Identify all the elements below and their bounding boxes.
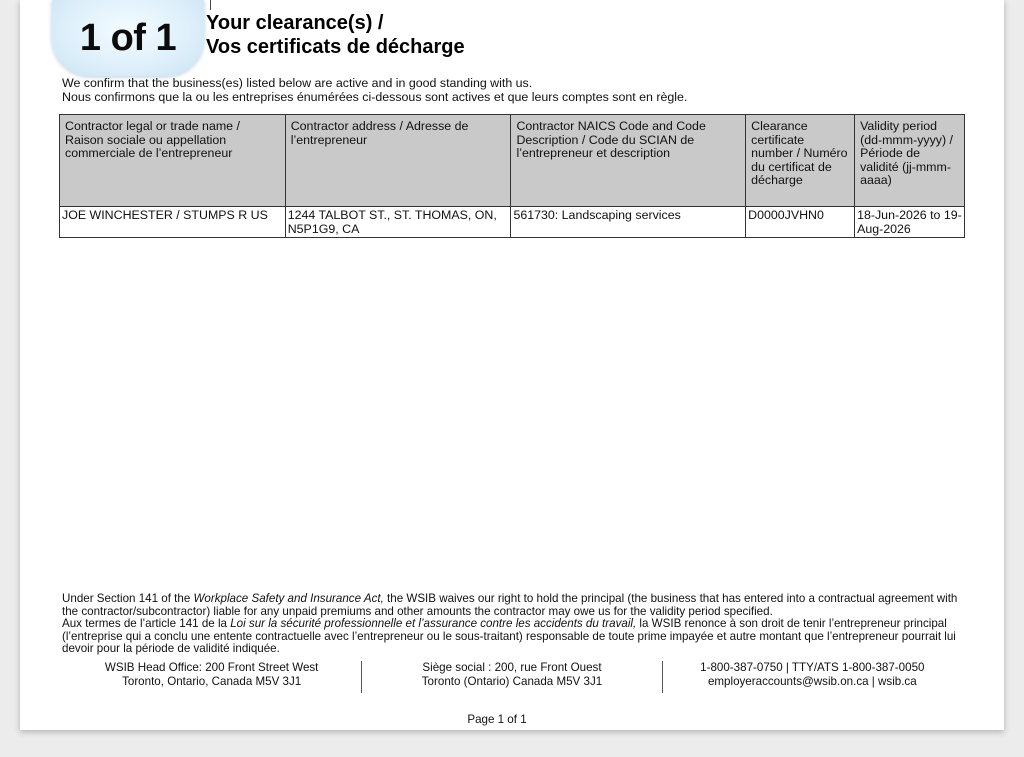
intro-french: Nous confirmons que la ou les entreprises énumérées ci-dessous sont actives et que leurs comptes sont en règle. [62, 90, 688, 104]
cell-contractor-name: JOE WINCHESTER / STUMPS R US [60, 207, 286, 238]
page-indicator-badge [52, 0, 204, 76]
page-edge-tick [210, 0, 211, 10]
header-naics-code: Contractor NAICS Code and Code Description / Code du SCIAN de l’entrepreneur et description [511, 115, 746, 207]
legal-en-text-1: Under Section 141 of the [62, 592, 194, 605]
header-contractor-address: Contractor address / Adresse de l’entrepreneur [285, 115, 511, 207]
legal-en-text-2: the WSIB waives our right to hold the principal (the business that has entered into a contractual agreement with the contractor/subcontractor) liable for any unpaid premiums and other amounts the contractor may owe us for the validity period specified. [62, 592, 958, 618]
clearance-table [59, 114, 965, 238]
footer-head-office-en [62, 661, 361, 695]
page-footer [62, 661, 962, 695]
footer-contact [663, 661, 962, 695]
cell-certificate-number: D0000JVHN0 [746, 207, 855, 238]
page-number: Page 1 of 1 [467, 713, 527, 726]
legal-english [62, 593, 972, 618]
page-indicator-text: 1 of 1 [79, 16, 177, 59]
footer-office-fr-line1: Siège social : 200, rue Front Ouest [422, 661, 602, 674]
legal-fr-act-title: Loi sur la sécurité professionnelle et l’assurance contre les accidents du travail, [230, 617, 637, 631]
footer-office-en-line2: Toronto, Ontario, Canada M5V 3J1 [122, 675, 302, 688]
legal-french [62, 618, 972, 656]
legal-fr-text-2: la WSIB renonce à son droit de tenir l’entrepreneur principal (l’entreprise qui a conclu une entente contractuelle avec l’entrepreneur ou le sous-traitant) responsable de toute prime impayée et autre montant que l’entrepreneur pourrait lui devoir pour la période de validité indiquée. [62, 617, 956, 656]
footer-office-fr-line2: Toronto (Ontario) Canada M5V 3J1 [421, 675, 603, 688]
header-certificate-number: Clearance certificate number / Numéro du certificat de décharge [746, 115, 855, 207]
footer-head-office-fr [362, 661, 661, 695]
legal-notice [62, 593, 972, 656]
title-english: Your clearance(s) / [206, 12, 384, 34]
title-french: Vos certificats de décharge [206, 36, 465, 58]
footer-phone: 1-800-387-0750 | TTY/ATS 1-800-387-0050 [700, 661, 925, 674]
footer-email-web: employeraccounts@wsib.on.ca | wsib.ca [707, 675, 917, 688]
legal-en-act-title: Workplace Safety and Insurance Act, [193, 592, 384, 605]
intro-english: We confirm that the business(es) listed below are active and in good standing with us. [62, 76, 533, 90]
document-title [206, 11, 465, 59]
cell-contractor-address: 1244 TALBOT ST., ST. THOMAS, ON, N5P1G9, CA [285, 207, 511, 238]
table-row [60, 207, 965, 238]
intro-statement [62, 76, 687, 104]
header-contractor-name: Contractor legal or trade name / Raison sociale ou appellation commerciale de l’entrepreneur [60, 115, 286, 207]
legal-fr-text-1: Aux termes de l’article 141 de la [62, 617, 231, 631]
cell-naics-code: 561730: Landscaping services [511, 207, 746, 238]
cell-validity-period: 18-Jun-2026 to 19-Aug-2026 [855, 207, 965, 238]
header-validity-period: Validity period (dd-mmm-yyyy) / Période de validité (jj-mmm-aaaa) [855, 115, 965, 207]
footer-office-en-line1: WSIB Head Office: 200 Front Street West [104, 661, 319, 674]
table-header-row [60, 115, 965, 207]
